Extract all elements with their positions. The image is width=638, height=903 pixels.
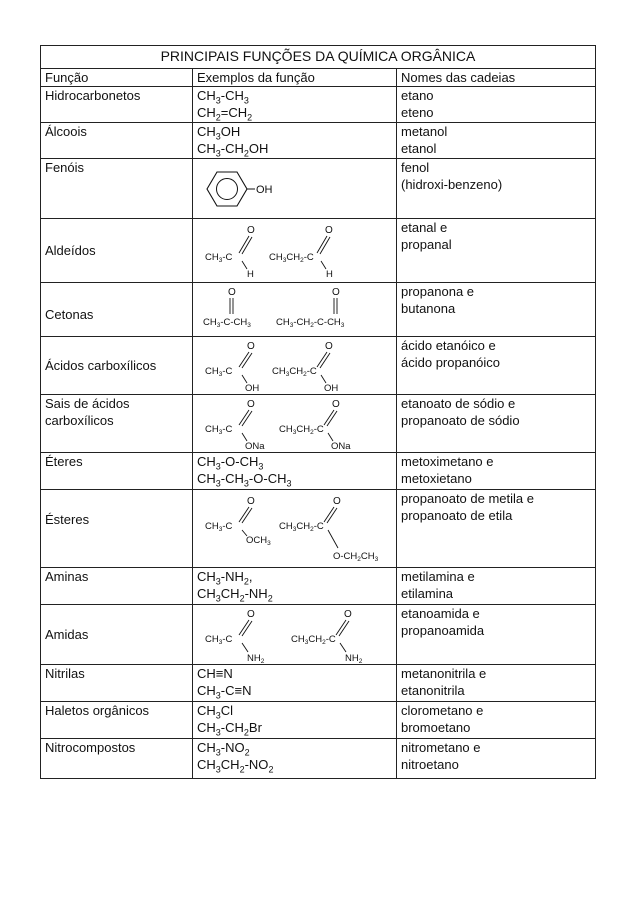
- table-row: [41, 219, 596, 283]
- svg-text:NH2: $NH_2$: [345, 653, 363, 663]
- name-line: propanoato de metila e: [401, 491, 534, 506]
- svg-text:CH3-C: $CH_3-C$: [205, 634, 233, 646]
- formula-cell: [193, 665, 397, 702]
- svg-text:CH3CH2-C: $CH_3CH_2-C$: [291, 634, 336, 646]
- phenol-structure: [197, 159, 395, 215]
- svg-text:CH3CH2-C: $CH_3CH_2-C$: [279, 424, 324, 436]
- functions-table: [40, 45, 596, 779]
- name-line: propanal: [401, 237, 452, 252]
- formula-cell: [193, 283, 397, 337]
- funcao-cell: Nitrocompostos: [41, 739, 193, 779]
- formula-cell: [193, 605, 397, 665]
- table-row: [41, 702, 596, 739]
- nomes-cell: [397, 739, 596, 779]
- table-row: [41, 605, 596, 665]
- svg-text:H: H: [247, 269, 254, 280]
- formula-cell: [193, 395, 397, 453]
- formula-line: $CH_3Cl$: [197, 703, 234, 721]
- header-row: [41, 69, 596, 87]
- name-line: clorometano e: [401, 703, 484, 718]
- svg-text:CH3-C: $CH_3-C$: [205, 521, 233, 533]
- svg-text:CH3CH2-C: $CH_3CH_2-C$: [279, 521, 324, 533]
- name-line: propanoato de sódio: [401, 413, 520, 428]
- svg-text:O: O: [247, 341, 255, 352]
- svg-text:O: O: [228, 287, 236, 298]
- funcao-cell: Ésteres: [41, 490, 193, 568]
- aldehyde-structures: [197, 219, 395, 281]
- name-line: propanoato de etila: [401, 508, 513, 523]
- funcao-cell: Cetonas: [41, 283, 193, 337]
- svg-text:CH3-C: $CH_3-C$: [205, 424, 233, 436]
- svg-text:CH3CH2-C: $CH_3CH_2-C$: [272, 366, 317, 378]
- acid-structures: [197, 337, 395, 393]
- formula-cell: [193, 739, 397, 779]
- salt-structures: [197, 395, 395, 451]
- svg-text:O: O: [247, 399, 255, 410]
- name-line: propanona e: [401, 284, 475, 299]
- svg-text:CH3-C: $CH_3-C$: [205, 366, 233, 378]
- name-line: metoxietano: [401, 471, 472, 486]
- formula-cell: [193, 568, 397, 605]
- formula-line: $CH_3-CH_3-O-CH_3$: [197, 471, 292, 489]
- name-line: nitrometano e: [401, 740, 481, 755]
- svg-text:NH2: $NH_2$: [247, 653, 265, 663]
- table-row: [41, 283, 596, 337]
- nomes-cell: [397, 219, 596, 283]
- funcao-cell: Nitrilas: [41, 665, 193, 702]
- nomes-cell: [397, 159, 596, 219]
- svg-text:ONa: ONa: [245, 441, 265, 451]
- nomes-cell: [397, 337, 596, 395]
- funcao-cell: Aminas: [41, 568, 193, 605]
- table-row: [41, 395, 596, 453]
- formula-cell: [193, 87, 397, 123]
- funcao-cell: Éteres: [41, 453, 193, 490]
- formula-cell: [193, 490, 397, 568]
- name-line: butanona: [401, 301, 456, 316]
- table-row: [41, 87, 596, 123]
- formula-line: $CH_3-CH_3$: [197, 88, 249, 106]
- formula-cell: [193, 219, 397, 283]
- formula-cell: [193, 123, 397, 159]
- formula-line: $CH_2=CH_2$: [197, 105, 253, 123]
- name-line: etano: [401, 88, 434, 103]
- svg-text:O: O: [344, 609, 352, 620]
- formula-line: $CH_3CH_2-NO_2$: [197, 757, 274, 775]
- nomes-cell: [397, 665, 596, 702]
- svg-text:OH: OH: [324, 383, 339, 393]
- nomes-cell: [397, 490, 596, 568]
- nomes-cell: [397, 123, 596, 159]
- svg-text:CH3CH2-C: $CH_3CH_2-C$: [269, 252, 314, 264]
- name-line: propanoamida: [401, 623, 485, 638]
- oh-label: OH: [256, 184, 273, 196]
- name-line: fenol: [401, 160, 430, 175]
- name-line: etanoato de sódio e: [401, 396, 516, 411]
- formula-line: $CH_3-NO_2$: [197, 740, 250, 758]
- name-line: metilamina e: [401, 569, 475, 584]
- svg-text:O: O: [332, 399, 340, 410]
- name-line: metanonitrila e: [401, 666, 487, 681]
- name-line: etanoamida e: [401, 606, 480, 621]
- table-row: [41, 665, 596, 702]
- name-line: etilamina: [401, 586, 454, 601]
- formula-line: CH≡N: [197, 666, 233, 681]
- svg-text:CH3-C-CH3: $CH_3-C-CH_3$: [203, 317, 251, 329]
- formula-cell: [193, 702, 397, 739]
- ketone-structures: [197, 283, 395, 333]
- table-row: [41, 490, 596, 568]
- header-nomes: Nomes das cadeias: [397, 69, 596, 87]
- formula-line: $CH_3-NH_2$,: [197, 569, 253, 587]
- table-title: PRINCIPAIS FUNÇÕES DA QUÍMICA ORGÂNICA: [41, 46, 596, 69]
- nomes-cell: [397, 702, 596, 739]
- svg-text:O: O: [247, 609, 255, 620]
- formula-line: $CH_3OH$: [197, 124, 241, 142]
- amide-structures: [197, 605, 395, 663]
- nomes-cell: [397, 395, 596, 453]
- formula-cell: [193, 337, 397, 395]
- svg-text:O-CH2CH3: $O-CH_2CH_3$: [333, 551, 379, 563]
- funcao-line: carboxílicos: [45, 413, 114, 428]
- table-row: [41, 123, 596, 159]
- name-line: ácido etanóico e: [401, 338, 496, 353]
- table-row: [41, 739, 596, 779]
- svg-text:CH3-CH2-C-CH3: $CH_3-CH_2-C-CH_3$: [276, 317, 345, 329]
- formula-cell: [193, 453, 397, 490]
- formula-line: $CH_3-CH_2Br$: [197, 720, 262, 738]
- name-line: metanol: [401, 124, 448, 139]
- svg-text:OCH3: $OCH_3$: [246, 535, 271, 547]
- name-line: bromoetano: [401, 720, 471, 735]
- funcao-cell: Aldeídos: [41, 219, 193, 283]
- funcao-line: Sais de ácidos: [45, 396, 130, 411]
- funcao-cell: Hidrocarbonetos: [41, 87, 193, 123]
- formula-line: $CH_3-CH_2OH$: [197, 141, 269, 159]
- name-line: etanal e: [401, 220, 448, 235]
- functions-sheet: [40, 45, 595, 865]
- formula-cell: [193, 159, 397, 219]
- svg-text:OH: OH: [245, 383, 260, 393]
- header-exemplos: Exemplos da função: [193, 69, 397, 87]
- name-line: metoximetano e: [401, 454, 494, 469]
- nomes-cell: [397, 605, 596, 665]
- formula-line: $CH_3CH_2-NH_2$: [197, 586, 273, 604]
- nomes-cell: [397, 568, 596, 605]
- table-row: [41, 568, 596, 605]
- funcao-cell: Amidas: [41, 605, 193, 665]
- ester-structures: [197, 490, 395, 564]
- svg-text:O: O: [247, 225, 255, 236]
- funcao-cell: Fenóis: [41, 159, 193, 219]
- svg-text:CH3-C: $CH_3-C$: [205, 252, 233, 264]
- formula-line: $CH_3-O-CH_3$: [197, 454, 264, 472]
- funcao-cell: [41, 395, 193, 453]
- name-line: eteno: [401, 105, 434, 120]
- name-line: ácido propanóico: [401, 355, 501, 370]
- name-line: nitroetano: [401, 757, 459, 772]
- table-row: [41, 337, 596, 395]
- svg-text:H: H: [326, 269, 333, 280]
- funcao-cell: Haletos orgânicos: [41, 702, 193, 739]
- nomes-cell: [397, 283, 596, 337]
- svg-text:O: O: [325, 225, 333, 236]
- name-line: (hidroxi-benzeno): [401, 177, 503, 192]
- funcao-cell: Álcoois: [41, 123, 193, 159]
- table-row: [41, 159, 596, 219]
- svg-text:O: O: [333, 496, 341, 507]
- svg-text:O: O: [247, 496, 255, 507]
- name-line: etanonitrila: [401, 683, 465, 698]
- nomes-cell: [397, 87, 596, 123]
- svg-text:O: O: [325, 341, 333, 352]
- nomes-cell: [397, 453, 596, 490]
- header-funcao: Função: [41, 69, 193, 87]
- table-row: [41, 453, 596, 490]
- formula-line: $CH_3-C\equiv N$: [197, 683, 252, 701]
- svg-text:ONa: ONa: [331, 441, 351, 451]
- svg-text:O: O: [332, 287, 340, 298]
- name-line: etanol: [401, 141, 437, 156]
- funcao-cell: Ácidos carboxílicos: [41, 337, 193, 395]
